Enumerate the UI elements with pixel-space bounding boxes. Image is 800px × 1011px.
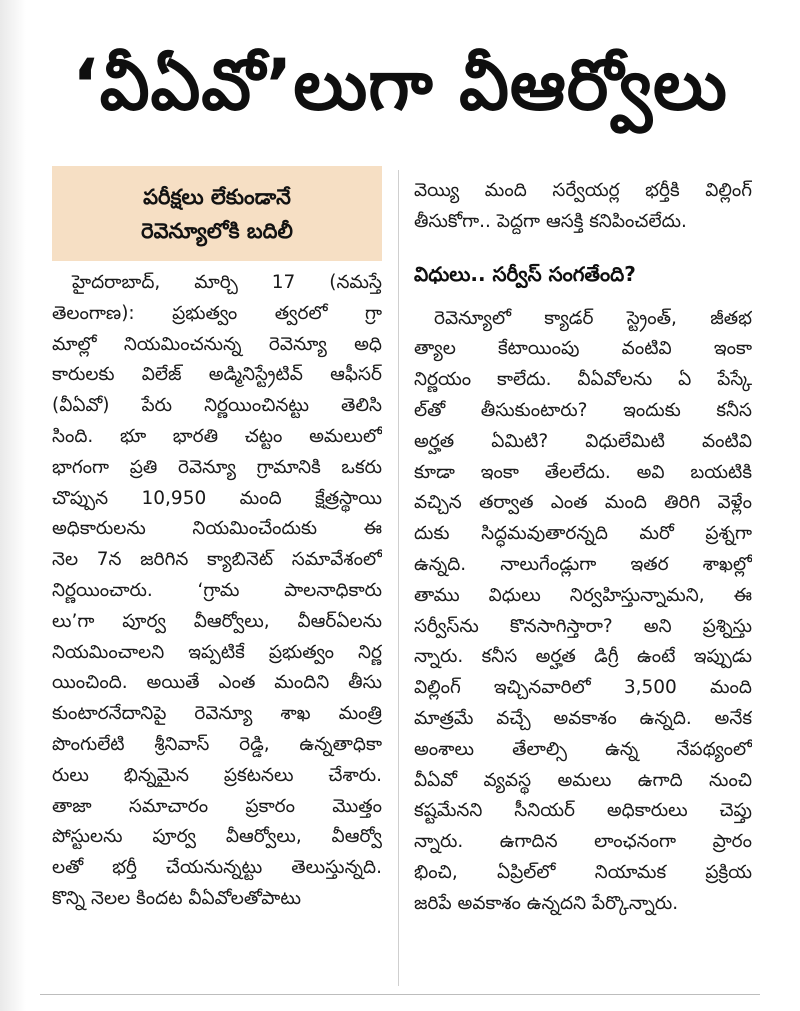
right-line-7: వచ్చిన తర్వాత ఎంత మంది తిరిగి వెళ్లేం [414,492,752,514]
left-line-8: చొప్పున 10,950 మంది క్షేత్రస్థాయి [52,487,382,509]
left-line-19: పోస్టులను పూర్వ వీఆర్వోలు, వీఆర్వో [52,826,382,848]
section-heading: విధులు.. సర్వీస్ సంగతేంది? [414,261,636,286]
right-line-9: ఉన్నది. నాలుగేండ్లుగా ఇతర శాఖల్లో [414,553,752,575]
right-line-4: ల్‌తో తీసుకుంటారు? ఇందుకు కనీస [414,399,752,421]
left-line-15: కుంటారనేదానిపై రెవెన్యూ శాఖ మంత్రి [52,703,382,725]
right-line-8: దుకు సిద్ధమవుతారన్నది మరో ప్రశ్నగా [414,523,752,545]
right-top-line-1: వెయ్యి మంది సర్వేయర్ల భర్తీకి విల్లింగ్ [414,180,752,201]
right-line-20: జరిపే అవకాశం ఉన్నదని పేర్కొన్నారు. [414,892,679,914]
left-line-11: నిర్ణయించారు. ‘గ్రామ పాలనాధికారు [52,579,382,601]
left-line-6: సింది. భూ భారతి చట్టం అమలులో [52,425,382,447]
right-line-11: సర్వీస్‌ను కొనసాగిస్తారా? అని ప్రశ్నిస్తు [414,615,752,637]
left-column [52,268,382,986]
left-line-4: కారులకు విలేజ్ అడ్మినిస్ట్రేటివ్ ఆఫీసర్ [52,364,382,386]
left-line-14: యించింది. అయితే ఎంత మందిని తీసు [52,672,382,694]
subhead-line-1: పరీక్షలు లేకుండానే [143,184,291,209]
left-line-18: తాజా సమాచారం ప్రకారం మొత్తం [52,795,382,817]
subhead-line-2: రెవెన్యూలోకి బదిలీ [141,218,293,243]
right-line-16: వీఏవో వ్యవస్థ అమలు ఉగాది నుంచి [414,769,752,791]
right-column [414,176,752,986]
right-line-13: విల్లింగ్ ఇచ్చినవారిలో 3,500 మంది [414,677,752,699]
right-line-1: రెవెన్యూలో క్యాడర్ స్ట్రెంత్, జీతభ [434,307,752,329]
right-line-2: త్యాల కేటాయింపు వంటివి ఇంకా [414,338,752,360]
right-line-6: కూడా ఇంకా తేలలేదు. అవి బయటికి [414,461,752,483]
right-line-10: తాము విధులు నిర్వహిస్తున్నామని, ఈ [414,584,752,606]
right-line-3: నిర్ణయం కాలేదు. వీఏవోలను ఏ పేస్కే [414,369,752,391]
left-line-13: నియమించాలని ఇప్పటికే ప్రభుత్వం నిర్ణ [52,641,382,663]
subhead-box [52,166,382,261]
left-line-10: నెల 7న జరిగిన క్యాబినెట్ సమావేశంలో [52,549,382,571]
right-line-15: అంశాలు తేలాల్సి ఉన్న నేపథ్యంలో [414,738,752,760]
right-line-5: అర్హత ఏమిటి? విధులేమిటి వంటివి [414,430,752,452]
left-line-16: పొంగులేటి శ్రీనివాస్ రెడ్డి, ఉన్నతాధికా [52,733,382,755]
right-line-12: న్నారు. కనీస అర్హత డిగ్రీ ఉంటే ఇప్పుడు [414,646,752,668]
right-line-19: భించి, ఏప్రిల్‌లో నియామక ప్రక్రియ [414,861,752,883]
left-line-9: అధికారులను నియమించేందుకు ఈ [52,518,382,540]
left-line-17: రులు భిన్నమైన ప్రకటనలు చేశారు. [52,764,382,786]
headline: ‘వీఏవో’లుగా వీఆర్వోలు [72,44,728,126]
bottom-rule [40,994,760,995]
left-line-1: హైదరాబాద్, మార్చి 17 (నమస్తే [72,272,382,293]
right-line-14: మాత్రమే వచ్చే అవకాశం ఉన్నది. అనేక [414,707,752,729]
left-line-5: (వీఏవో) పేరు నిర్ణయించినట్టు తెలిసి [52,395,382,417]
left-line-3: మాల్లో నియమించనున్న రెవెన్యూ అధి [52,333,382,355]
right-line-17: కష్టమేనని సీనియర్ అధికారులు చెప్తు [414,800,752,822]
left-line-20: లతో భర్తీ చేయనున్నట్టు తెలుస్తున్నది. [52,857,382,879]
left-line-2: తెలంగాణ): ప్రభుత్వం త్వరలో గ్రా [52,302,382,324]
right-top-line-2: తీసుకోగా.. పెద్దగా ఆసక్తి కనిపించలేదు. [414,210,687,232]
column-divider [398,170,399,986]
left-line-7: భాగంగా ప్రతి రెవెన్యూ గ్రామానికి ఒకరు [52,456,382,478]
left-line-12: లు’గా పూర్వ వీఆర్వోలు, వీఆర్ఏలను [52,610,382,632]
left-line-21: కొన్ని నెలల కిందట వీఏవోలతోపాటు [52,887,302,909]
page-edge-shadow [0,0,26,1011]
right-line-18: న్నారు. ఉగాదిన లాంఛనంగా ప్రారం [414,831,752,853]
